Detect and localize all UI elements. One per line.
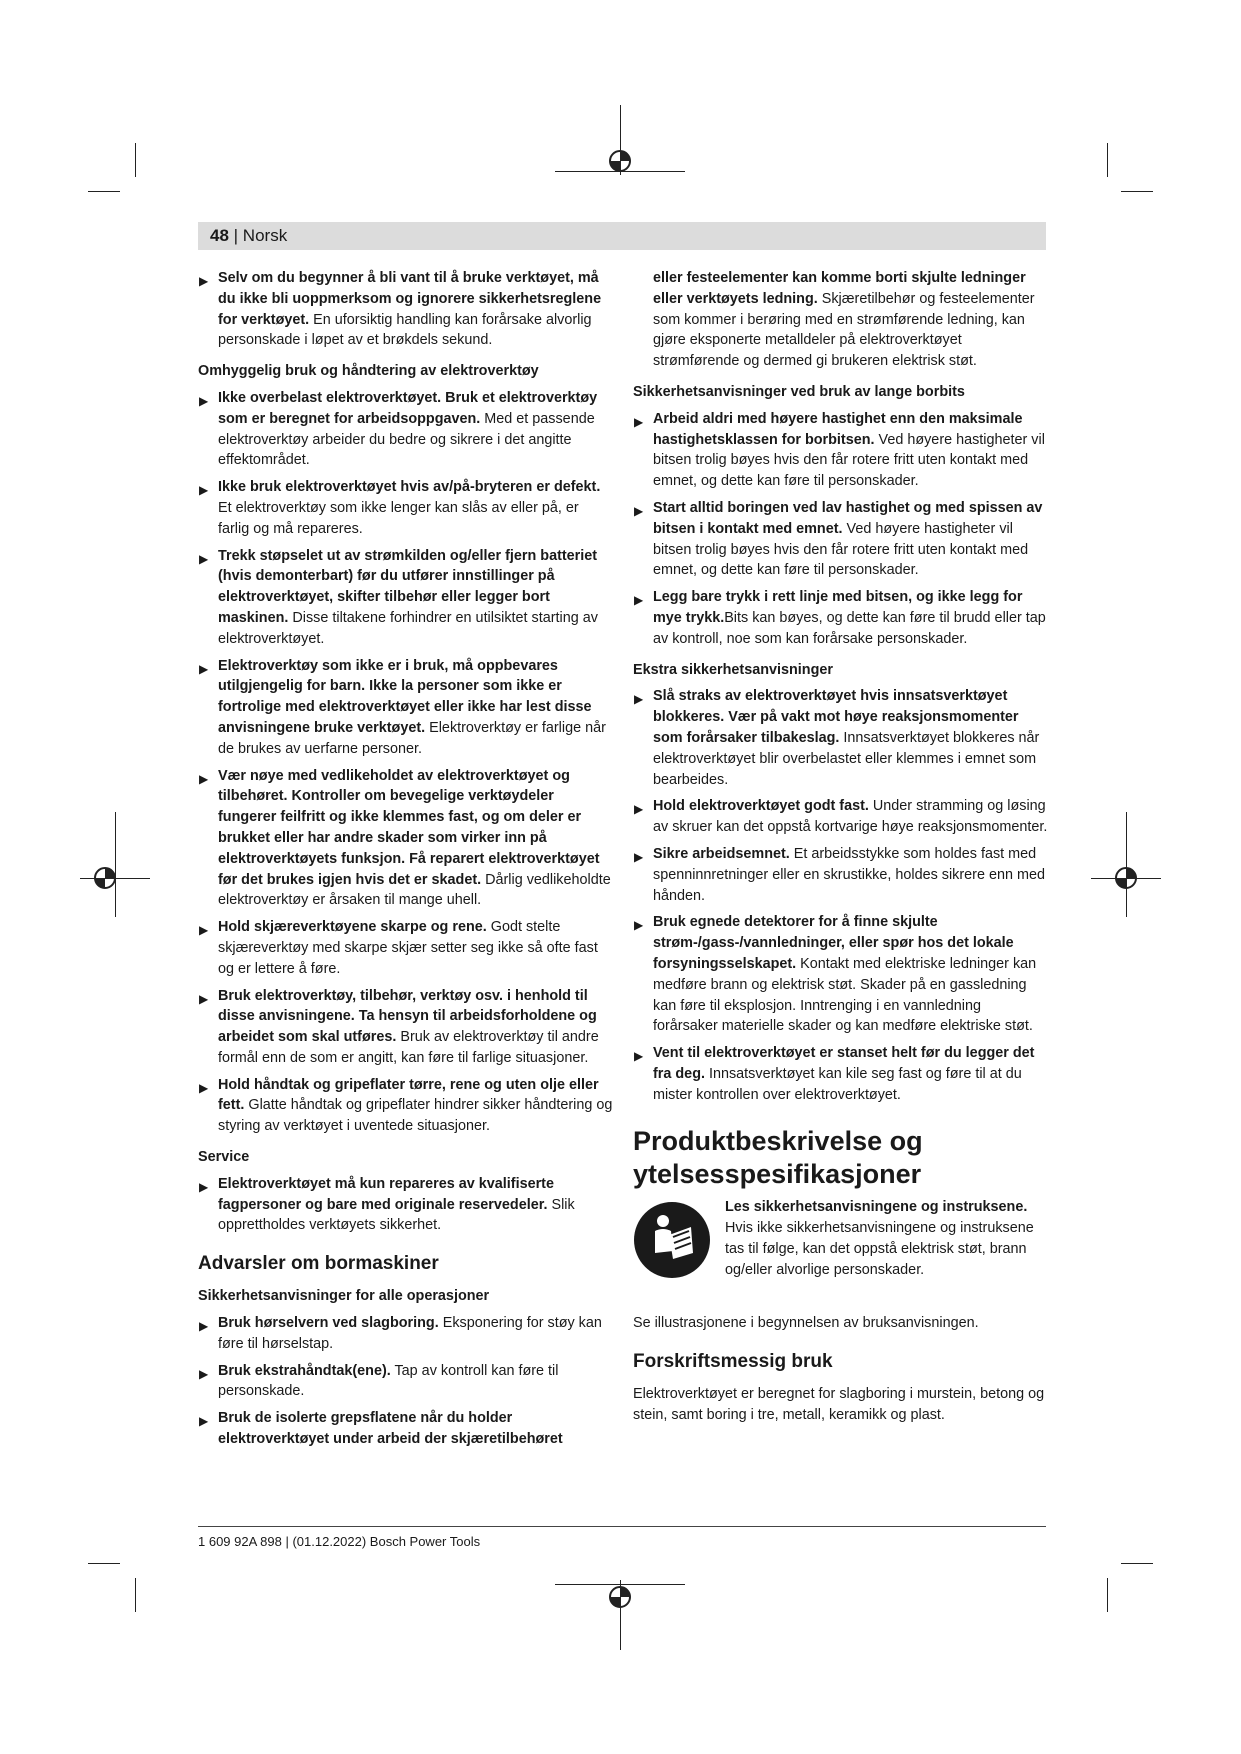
list-item: ▶ Elektroverktøyet må kun repareres av kvalifiserte fagpersoner og bare med originale reservedeler. Slik opprettholdes verktøyets sikkerhet.	[199, 1175, 575, 1234]
crop-mark	[1107, 143, 1108, 177]
list-item: ▶ Bruk egnede detektorer for å finne skjulte strøm-/gass-/vannledninger, eller spør hos det lokale forsyningsselskapet. Kontakt med elektriske ledninger kan medføre brann og elektrisk støt. Skader på en gassledning kan føre til eksplosjon. Inntrenging i en vannledning forårsaker materielle skader og kan medføre elektriske støt.	[634, 914, 1037, 1035]
list-item: ▶ Hold håndtak og gripeflater tørre, rene og uten olje eller fett. Glatte håndtak og gripeflater hindrer sikker håndtering og styring av verktøyet i uventede situasjoner.	[199, 1076, 613, 1135]
list-item: ▶ Arbeid aldri med høyere hastighet enn den maksimale hastighetsklassen for borbitsen. Ved høyere hastigheter vil bitsen trolig bøyes hvis den får rotere fritt uten kontakt med emnet, og dette kan føre til personskader.	[634, 410, 1045, 490]
triangle-bullet-icon: ▶	[634, 802, 644, 817]
bullet-list	[198, 388, 613, 1137]
triangle-bullet-icon: ▶	[634, 503, 644, 518]
list-item: ▶ Bruk ekstrahåndtak(ene). Tap av kontroll kan føre til personskade.	[199, 1362, 559, 1400]
list-item: ▶ Legg bare trykk i rett linje med bitsen, og ikke legg for mye trykk.Bits kan bøyes, og dette kan føre til brudd eller tap av kontroll, noe som kan forårsake personskader.	[634, 589, 1046, 647]
bullet-list	[198, 1313, 613, 1450]
list-item: ▶ Bruk elektroverktøy, tilbehør, verktøy osv. i henhold til disse anvisningene. Ta hensyn til arbeidsforholdene og arbeidet som skal utføres. Bruk av elektroverktøy til andre formål enn de som er angitt, kan føre til farlige situasjoner.	[199, 987, 599, 1066]
section-subheading: Sikkerhetsanvisninger for alle operasjoner	[198, 1288, 490, 1305]
header-language: Norsk	[242, 226, 288, 245]
list-item: ▶ Bruk de isolerte grepsflatene når du holder elektroverktøyet under arbeid der skjæretilbehøret	[199, 1410, 563, 1448]
section-subheading: Service	[198, 1149, 250, 1166]
list-item: ▶ Elektroverktøy som ikke er i bruk, må oppbevares utilgjengelig for barn. Ikke la personer som ikke er fortrolige med elektroverktøyet eller ikke har lest disse anvisningene bruke verktøyet. Elektroverktøy er farlige når de brukes av uerfarne personer.	[199, 657, 606, 757]
header-separator: |	[228, 226, 243, 245]
continued-paragraph: eller festeelementer kan komme borti skjulte ledninger eller verktøyets ledning. Skjæretilbehør og festeelementer som kommer i berøring med en strømførende ledning, kan gjøre eksponerte metalldeler på elektroverktøyet strømførende og dermed gi brukeren elektrisk støt.	[653, 270, 1035, 370]
triangle-bullet-icon: ▶	[199, 1366, 209, 1381]
list-item: ▶ Hold elektroverktøyet godt fast. Under stramming og løsing av skruer kan det oppstå kortvarige høye reaksjonsmomenter.	[634, 798, 1048, 836]
bullet-list	[633, 686, 1048, 1105]
registration-mark-icon	[606, 1583, 634, 1611]
crop-mark	[1121, 191, 1153, 192]
read-manual-icon	[633, 1201, 711, 1279]
triangle-bullet-icon: ▶	[199, 1414, 209, 1429]
bullet-list	[198, 1174, 613, 1236]
list-item: ▶ Ikke overbelast elektroverktøyet. Bruk et elektroverktøy som er beregnet for arbeidsoppgaven. Med et passende elektroverktøy arbeider du bedre og sikrere i det angitte effektområdet.	[199, 389, 598, 469]
triangle-bullet-icon: ▶	[199, 393, 209, 408]
triangle-bullet-icon: ▶	[634, 849, 644, 864]
read-manual-notice: Les sikkerhetsanvisningene og instruksene. Hvis ikke sikkerhetsanvisningene og instruksene tas til følge, kan det oppstå elektrisk støt, brann og/eller alvorlige personskader.	[633, 1197, 1048, 1307]
triangle-bullet-icon: ▶	[199, 483, 209, 498]
triangle-bullet-icon: ▶	[199, 771, 209, 786]
crop-mark	[88, 1563, 120, 1564]
crop-mark	[1121, 1563, 1153, 1564]
crop-mark	[135, 1578, 136, 1612]
triangle-bullet-icon: ▶	[199, 1080, 209, 1095]
triangle-bullet-icon: ▶	[634, 692, 644, 707]
page-footer: 1 609 92A 898 | (01.12.2022) Bosch Power Tools	[198, 1534, 481, 1549]
triangle-bullet-icon: ▶	[199, 551, 209, 566]
list-item: ▶ Hold skjæreverktøyene skarpe og rene. Godt stelte skjæreverktøy med skarpe skjær setter seg ikke så ofte fast og er lettere å føre.	[199, 919, 598, 977]
triangle-bullet-icon: ▶	[199, 274, 209, 288]
chapter-heading: Produktbeskrivelse og ytelsesspesifikasjoner	[633, 1126, 923, 1190]
left-column	[198, 268, 613, 1456]
list-item: ▶ Ikke bruk elektroverktøyet hvis av/på-bryteren er defekt. Et elektroverktøy som ikke lenger kan slås av eller på, er farlig og må repareres.	[199, 479, 601, 537]
list-item: ▶ Sikre arbeidsemnet. Et arbeidsstykke som holdes fast med spenninnretninger eller en skrustikke, holdes sikrere enn med hånden.	[634, 845, 1045, 904]
crop-mark	[1107, 1578, 1108, 1612]
footer-rule	[198, 1526, 1046, 1527]
illustration-note: Se illustrasjonene i begynnelsen av bruksanvisningen.	[633, 1315, 979, 1332]
section-heading: Advarsler om bormaskiner	[198, 1253, 439, 1275]
list-item: ▶ Slå straks av elektroverktøyet hvis innsatsverktøyet blokkeres. Vær på vakt mot høye reaksjonsmomenter som forårsaker tilbakeslag. Innsatsverktøyet blokkeres når elektroverktøyet blir overbelastet eller klemmes i emnet som bearbeides.	[634, 688, 1040, 788]
registration-mark-icon	[1112, 864, 1140, 892]
triangle-bullet-icon: ▶	[634, 593, 644, 608]
section-subheading: Omhyggelig bruk og håndtering av elektroverktøy	[198, 363, 539, 380]
triangle-bullet-icon: ▶	[199, 1319, 209, 1334]
triangle-bullet-icon: ▶	[199, 923, 209, 938]
list-item: ▶ Bruk hørselvern ved slagboring. Eksponering for støy kan føre til hørselstap.	[199, 1315, 602, 1352]
section-subheading: Sikkerhetsanvisninger ved bruk av lange borbits	[633, 383, 965, 400]
list-item: ▶ Vær nøye med vedlikeholdet av elektroverktøyet og tilbehøret. Kontroller om bevegelige verktøydeler fungerer feilfritt og ikke klemmes fast, og om deler er brukket eller har andre skader som virker inn på elektroverktøyets funksjon. Få reparert elektroverktøyet før det brukes igjen hvis det er skadet. Dårlig vedlikeholdte elektroverktøy er årsaken til mange uhell.	[199, 767, 611, 909]
page-number: 48	[210, 226, 229, 245]
bullet-list	[633, 409, 1048, 650]
section-heading: Forskriftsmessig bruk	[633, 1351, 833, 1373]
triangle-bullet-icon: ▶	[199, 1179, 209, 1194]
triangle-bullet-icon: ▶	[634, 918, 644, 933]
right-column	[633, 268, 1048, 1432]
list-item: ▶ Trekk støpselet ut av strømkilden og/eller fjern batteriet (hvis demonterbart) før du utfører innstillinger på elektroverktøyet, skifter tilbehør eller legger bort maskinen. Disse tiltakene forhindrer en utilsiktet starting av elektroverktøyet.	[199, 547, 598, 647]
list-item: ▶ Selv om du begynner å bli vant til å bruke verktøyet, må du ikke bli uoppmerksom og ignorere sikkerhetsreglene for verktøyet. En uforsiktig handling kan forårsake alvorlig personskade i løpet av et brøkdels sekund.	[199, 270, 602, 349]
intended-use-text: Elektroverktøyet er beregnet for slagboring i murstein, betong og stein, samt boring i tre, metall, keramikk og plast.	[633, 1386, 1045, 1424]
list-item: ▶ Vent til elektroverktøyet er stanset helt før du legger det fra deg. Innsatsverktøyet kan kile seg fast og føre til at du mister kontrollen over elektroverktøyet.	[634, 1045, 1035, 1103]
registration-mark-icon	[606, 147, 634, 175]
list-item: ▶ Start alltid boringen ved lav hastighet og med spissen av bitsen i kontakt med emnet. Ved høyere hastigheter vil bitsen trolig bøyes hvis den får rotere fritt uten kontakt med emnet, og dette kan føre til personskader.	[634, 499, 1043, 579]
crop-mark	[135, 143, 136, 177]
triangle-bullet-icon: ▶	[634, 1049, 644, 1064]
section-subheading: Ekstra sikkerhetsanvisninger	[633, 661, 833, 678]
page-header	[198, 222, 1046, 250]
registration-mark-icon	[91, 864, 119, 892]
crop-mark	[88, 191, 120, 192]
triangle-bullet-icon: ▶	[199, 661, 209, 676]
triangle-bullet-icon: ▶	[199, 991, 209, 1006]
triangle-bullet-icon: ▶	[634, 414, 644, 429]
